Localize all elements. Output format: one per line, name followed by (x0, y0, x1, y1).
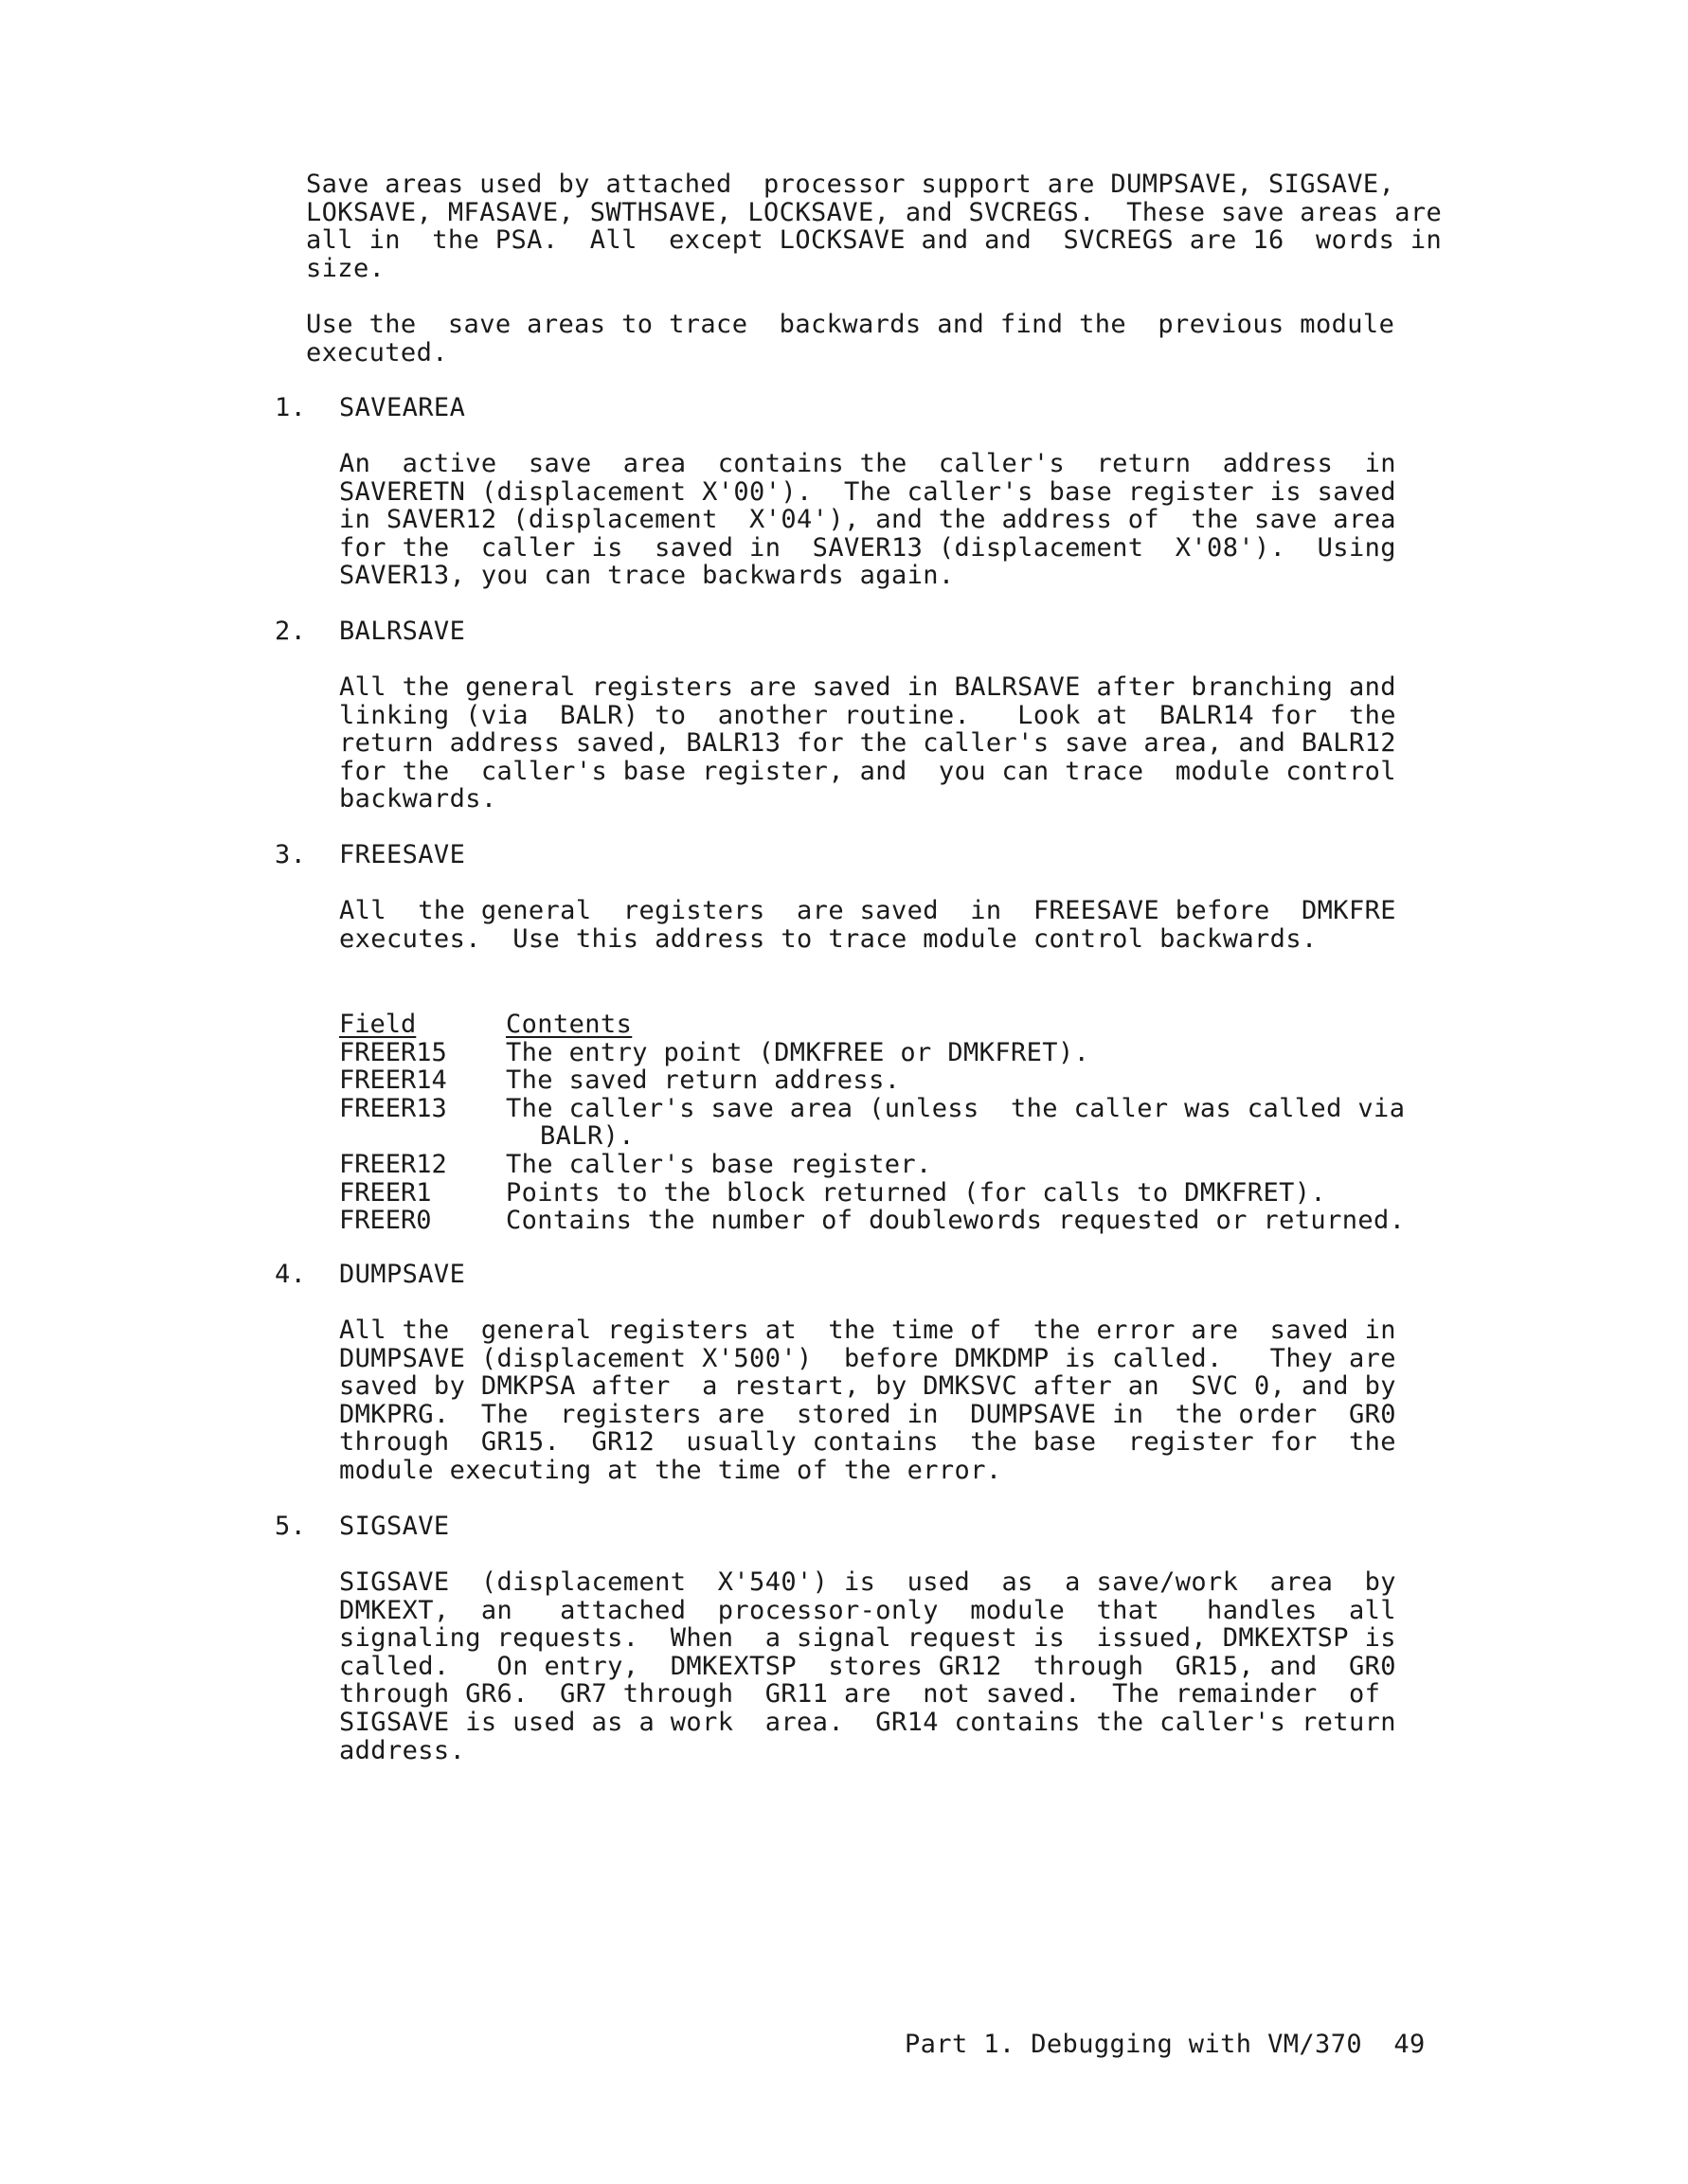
intro2-paragraph (306, 311, 1394, 367)
text-line: return address saved, BALR13 for the caller's save area, and BALR12 (339, 728, 1396, 759)
item-heading: SIGSAVE (339, 1512, 450, 1541)
item-paragraph (339, 1568, 1396, 1764)
field-name: FREER13 (339, 1093, 447, 1123)
field-contents: The saved return address. (506, 1065, 901, 1096)
text-line: DMKEXT, an attached processor-only module that handles all (339, 1595, 1396, 1625)
item-number: 2. (275, 617, 307, 646)
text-line: size. (306, 253, 386, 283)
item-paragraph (339, 1316, 1396, 1485)
text-line: linking (via BALR) to another routine. Look at BALR14 for the (339, 700, 1396, 730)
text-line: LOKSAVE, MFASAVE, SWTHSAVE, LOCKSAVE, and SVCREGS. These save areas are (306, 197, 1443, 227)
text-line: for the caller's base register, and you can trace module control (339, 756, 1396, 786)
text-line: executes. Use this address to trace module control backwards. (339, 923, 1318, 954)
text-line: for the caller is saved in SAVER13 (displacement X'08'). Using (339, 532, 1396, 563)
item-heading: BALRSAVE (339, 617, 466, 646)
text-line: backwards. (339, 784, 497, 815)
text-line: in SAVER12 (displacement X'04'), and the address of the save area (339, 505, 1396, 535)
field-contents: The entry point (DMKFREE or DMKFRET). (506, 1037, 1090, 1067)
text-line: Use the save areas to trace backwards and find the previous module (306, 310, 1395, 339)
field-contents: Points to the block returned (for calls to DMKFRET). (506, 1177, 1327, 1208)
intro-paragraph (306, 170, 1442, 282)
item-heading: FREESAVE (339, 840, 466, 869)
text-line: saved by DMKPSA after a restart, by DMKSVC after an SVC 0, and by (339, 1371, 1396, 1402)
text-line: An active save area contains the caller's return address in (339, 449, 1396, 478)
field-name: FREER0 (339, 1206, 432, 1236)
item-number: 1. (275, 393, 307, 422)
text-line: SAVERETN (displacement X'00'). The caller's base register is saved (339, 476, 1396, 507)
field-contents-continued: BALR). (540, 1121, 635, 1152)
field-contents: Contains the number of doublewords requested or returned. (506, 1206, 1406, 1236)
column-header-field: Field (339, 1010, 417, 1039)
text-line: through GR15. GR12 usually contains the base register for the (339, 1427, 1396, 1458)
field-contents: The caller's base register. (506, 1149, 932, 1179)
text-line: SAVER13, you can trace backwards again. (339, 561, 955, 591)
text-line: executed. (306, 337, 448, 367)
text-line: SIGSAVE (displacement X'540') is used as a save/work area by (339, 1567, 1396, 1597)
item-heading: DUMPSAVE (339, 1260, 466, 1289)
text-line: All the general registers at the time of the error are saved in (339, 1316, 1396, 1345)
text-line: All the general registers are saved in BALRSAVE after branching and (339, 672, 1396, 702)
page-footer: Part 1. Debugging with VM/370 49 (905, 2030, 1426, 2059)
field-name: FREER14 (339, 1065, 447, 1096)
item-paragraph (339, 673, 1396, 814)
item-paragraph (339, 897, 1396, 953)
text-line: Save areas used by attached processor support are DUMPSAVE, SIGSAVE, (306, 170, 1395, 199)
item-number: 5. (275, 1512, 307, 1541)
text-line: address. (339, 1735, 466, 1765)
item-heading: SAVEAREA (339, 393, 466, 422)
text-line: all in the PSA. All except LOCKSAVE and and SVCREGS are 16 words in (306, 225, 1443, 256)
text-line: through GR6. GR7 through GR11 are not saved. The remainder of (339, 1679, 1381, 1710)
item-number: 3. (275, 840, 307, 869)
text-line: signaling requests. When a signal request is issued, DMKEXTSP is (339, 1623, 1396, 1654)
text-line: DMKPRG. The registers are stored in DUMPSAVE in the order GR0 (339, 1399, 1396, 1429)
field-name: FREER15 (339, 1037, 447, 1067)
field-name: FREER12 (339, 1149, 447, 1179)
text-line: DUMPSAVE (displacement X'500') before DMKDMP is called. They are (339, 1343, 1396, 1373)
field-contents: The caller's save area (unless the caller was called via (506, 1093, 1406, 1123)
text-line: called. On entry, DMKEXTSP stores GR12 through GR15, and GR0 (339, 1651, 1396, 1681)
item-number: 4. (275, 1260, 307, 1289)
item-paragraph (339, 450, 1396, 590)
field-name: FREER1 (339, 1177, 432, 1208)
column-header-contents: Contents (506, 1010, 633, 1039)
text-line: All the general registers are saved in FREESAVE before DMKFRE (339, 896, 1396, 925)
text-line: SIGSAVE is used as a work area. GR14 contains the caller's return (339, 1707, 1396, 1737)
text-line: module executing at the time of the error. (339, 1455, 1002, 1485)
